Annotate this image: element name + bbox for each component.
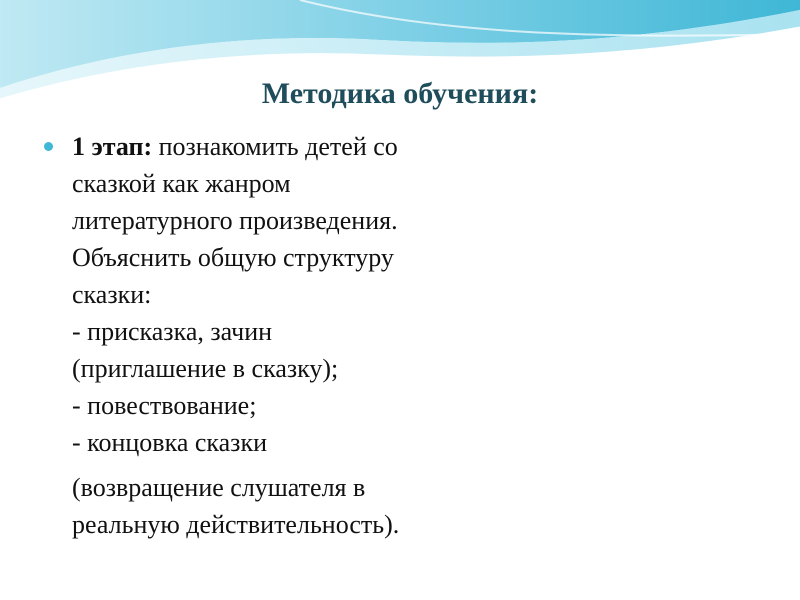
- bullet-item: [44, 128, 484, 543]
- text-line: - повествование;: [72, 391, 257, 420]
- slide-title: Методика обучения:: [261, 77, 539, 110]
- slide-content: [44, 128, 484, 543]
- text-line: сказки:: [72, 280, 152, 309]
- bullet-dot-icon: [44, 142, 53, 151]
- first-line-text: познакомить детей со: [152, 132, 398, 161]
- bullet-first-line: [72, 128, 484, 165]
- text-line: реальную действительность).: [72, 510, 400, 539]
- text-line: сказкой как жанром: [72, 169, 291, 198]
- text-line: (возвращение слушателя в: [72, 473, 366, 502]
- text-line: Объяснить общую структуру: [72, 243, 394, 272]
- text-line: литературного произведения.: [72, 206, 398, 235]
- text-line: - концовка сказки: [72, 428, 267, 457]
- stage-label: 1 этап:: [72, 132, 153, 161]
- text-line: (приглашение в сказку);: [72, 354, 339, 383]
- text-line: - присказка, зачин: [72, 317, 273, 346]
